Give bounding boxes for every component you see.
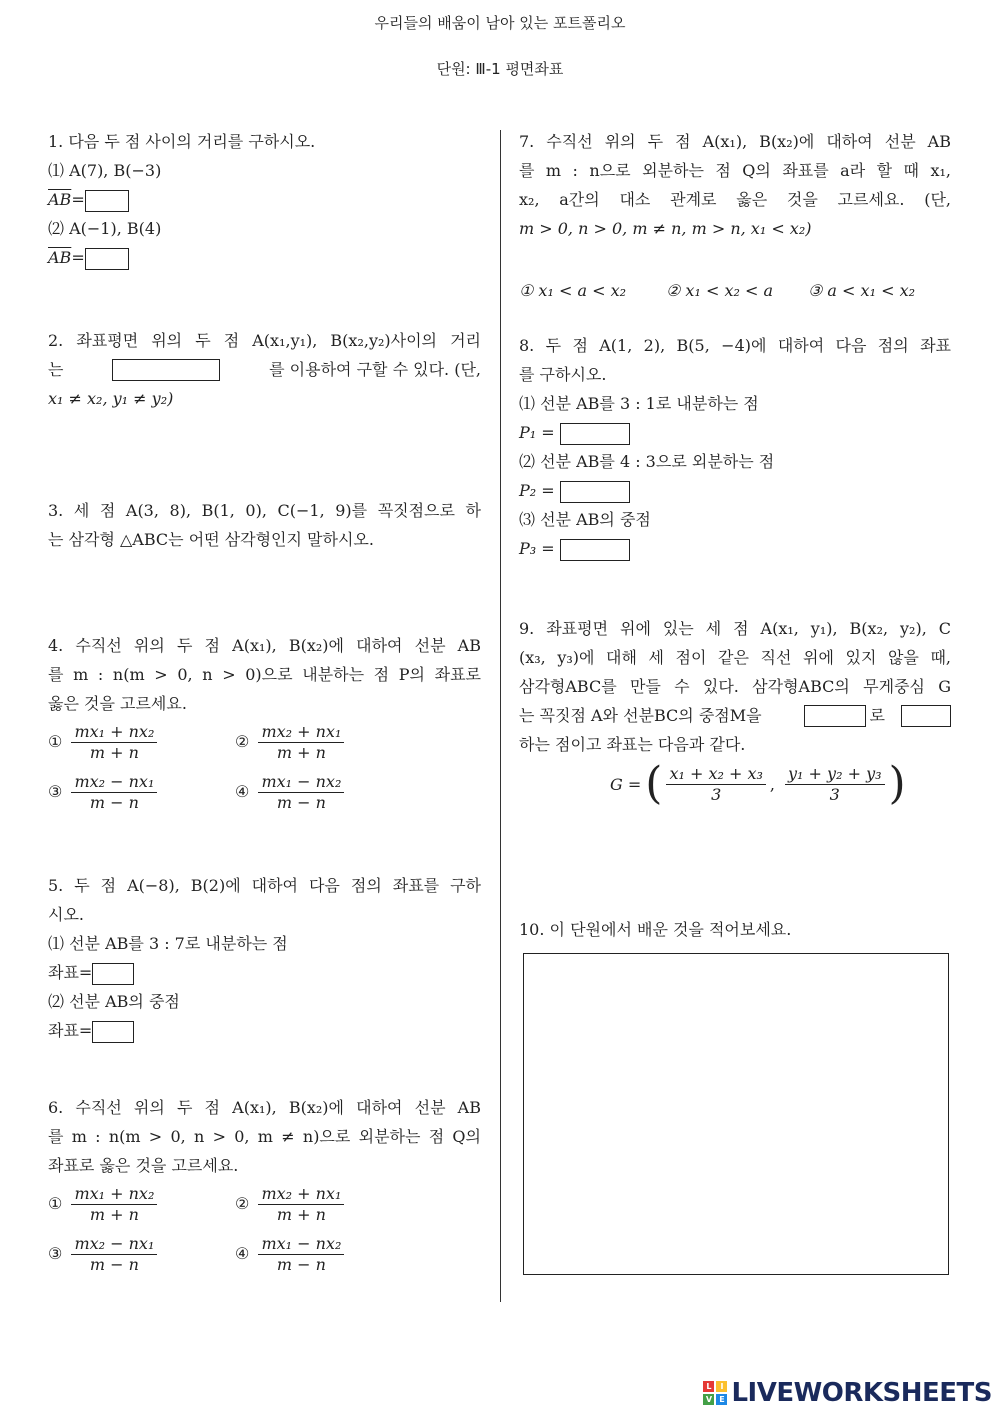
question-2	[48, 326, 481, 413]
option-numerator: mx₁ − nx₂	[258, 1234, 344, 1255]
question-2-line-2a: 는	[48, 360, 64, 379]
option-numerator: mx₂ − nx₁	[71, 1234, 157, 1255]
q7-option-2[interactable]: ② x₁ < x₂ < a	[666, 281, 773, 300]
q6-option-2[interactable]	[235, 1184, 348, 1225]
option-mark: ④	[235, 1244, 250, 1263]
question-1-part-1: ⑴ A(7), B(−3)	[48, 161, 162, 180]
question-6	[48, 1093, 481, 1180]
question-10-stem: 10. 이 단원에서 배운 것을 적어보세요.	[519, 920, 792, 939]
centroid-y-denominator: 3	[829, 784, 840, 804]
question-7-line-2: 를 m : n으로 외분하는 점 Q의 좌표를 a라 할 때 x₁,	[519, 161, 951, 180]
q5-answer-2-input[interactable]	[92, 1021, 134, 1043]
equals-sign: =	[71, 248, 85, 267]
question-4-line-2: 를 m : n(m > 0, n > 0)으로 내분하는 점 P의 좌표로	[48, 665, 481, 684]
question-6-line-3: 좌표로 옳은 것을 고르세요.	[48, 1156, 239, 1175]
logo-block: I	[716, 1381, 727, 1392]
centroid-label: G =	[610, 774, 642, 794]
q4-option-2[interactable]	[235, 722, 348, 763]
segment-ab-label: $\overline{AB}$	[48, 190, 72, 209]
segment-ab-label: $\overline{AB}$	[48, 248, 72, 267]
q4-option-3[interactable]	[48, 772, 161, 813]
p3-label: P₃ =	[519, 539, 555, 558]
q6-option-4[interactable]	[235, 1234, 348, 1275]
question-1-stem: 1. 다음 두 점 사이의 거리를 구하시오.	[48, 132, 316, 151]
question-8-part-3: ⑶ 선분 AB의 중점	[519, 510, 651, 529]
option-denominator: m − n	[89, 1255, 139, 1274]
option-mark: ①	[48, 1194, 63, 1213]
question-5-part-2: ⑵ 선분 AB의 중점	[48, 992, 180, 1011]
centroid-y-numerator: y₁ + y₂ + y₃	[785, 764, 885, 785]
p2-label: P₂ =	[519, 481, 555, 500]
option-mark: ④	[235, 782, 250, 801]
question-5-part-1: ⑴ 선분 AB를 3 : 7로 내분하는 점	[48, 934, 288, 953]
question-8-part-1: ⑴ 선분 AB를 3 : 1로 내분하는 점	[519, 394, 759, 413]
option-denominator: m − n	[89, 793, 139, 812]
question-4-line-1: 4. 수직선 위의 두 점 A(x₁), B(x₂)에 대하여 선분 AB	[48, 636, 481, 655]
question-9-line-4b: 로	[869, 706, 885, 725]
question-9-line-3: 삼각형ABC를 만들 수 있다. 삼각형ABC의 무게중심 G	[519, 677, 951, 696]
option-denominator: m + n	[276, 1205, 326, 1224]
column-divider	[500, 130, 501, 1302]
q8-answer-1-input[interactable]	[560, 423, 630, 445]
unit-label: 단원: Ⅲ-1 평면좌표	[436, 60, 564, 78]
question-8-line-2: 를 구하시오.	[519, 365, 607, 384]
q5-answer-1-input[interactable]	[92, 963, 134, 985]
centroid-x-denominator: 3	[711, 784, 722, 804]
question-7-line-1: 7. 수직선 위의 두 점 A(x₁), B(x₂)에 대하여 선분 AB	[519, 132, 951, 151]
question-9-line-2: (x₃, y₃)에 대해 세 점이 같은 직선 위에 있지 않을 때,	[519, 648, 951, 667]
option-denominator: m + n	[276, 743, 326, 762]
option-numerator: mx₂ + nx₁	[258, 722, 344, 743]
question-3	[48, 496, 481, 554]
option-denominator: m − n	[276, 1255, 326, 1274]
question-6-line-2: 를 m : n(m > 0, n > 0, m ≠ n)으로 외분하는 점 Q의	[48, 1127, 481, 1146]
q9-answer-2-input[interactable]	[901, 705, 951, 727]
question-6-line-1: 6. 수직선 위의 두 점 A(x₁), B(x₂)에 대하여 선분 AB	[48, 1098, 481, 1117]
question-2-line-1: 2. 좌표평면 위의 두 점 A(x₁,y₁), B(x₂,y₂)사이의 거리	[48, 331, 481, 350]
question-3-line-1: 3. 세 점 A(3, 8), B(1, 0), C(−1, 9)를 꼭짓점으로 하	[48, 501, 481, 520]
question-9	[519, 614, 951, 759]
question-9-line-4a: 는 꼭짓점 A와 선분BC의 중점M을	[519, 706, 762, 725]
q7-option-1[interactable]: ① x₁ < a < x₂	[519, 281, 626, 300]
question-8	[519, 331, 951, 563]
option-denominator: m + n	[89, 743, 139, 762]
option-numerator: mx₂ + nx₁	[258, 1184, 344, 1205]
q1-answer-1-input[interactable]	[85, 190, 129, 212]
option-mark: ③	[48, 1244, 63, 1263]
question-1	[48, 127, 488, 272]
q6-option-1[interactable]	[48, 1184, 161, 1225]
q7-option-3[interactable]: ③ a < x₁ < x₂	[808, 281, 915, 300]
option-mark: ②	[235, 1194, 250, 1213]
p1-label: P₁ =	[519, 423, 555, 442]
question-7-line-3: x₂, a간의 대소 관계로 옳은 것을 고르세요. (단,	[519, 190, 951, 209]
question-4-line-3: 옳은 것을 고르세요.	[48, 694, 187, 713]
q6-option-3[interactable]	[48, 1234, 161, 1275]
coord-label: 좌표=	[48, 963, 93, 982]
q8-answer-2-input[interactable]	[560, 481, 630, 503]
question-1-part-2: ⑵ A(−1), B(4)	[48, 219, 162, 238]
q2-formula-input[interactable]	[112, 359, 220, 381]
question-5-line-2: 시오.	[48, 905, 84, 924]
coord-label: 좌표=	[48, 1021, 93, 1040]
option-numerator: mx₁ + nx₂	[71, 1184, 157, 1205]
logo-blocks	[703, 1381, 727, 1405]
left-paren: (	[645, 758, 663, 809]
logo-block: V	[703, 1394, 714, 1405]
question-9-line-5: 하는 점이고 좌표는 다음과 같다.	[519, 735, 746, 754]
formula-comma: ,	[769, 774, 776, 794]
option-numerator: mx₁ − nx₂	[258, 772, 344, 793]
question-7-condition: m > 0, n > 0, m ≠ n, m > n, x₁ < x₂)	[519, 219, 812, 238]
option-numerator: mx₂ − nx₁	[71, 772, 157, 793]
question-5-line-1: 5. 두 점 A(−8), B(2)에 대하여 다음 점의 좌표를 구하	[48, 876, 481, 895]
question-8-part-2: ⑵ 선분 AB를 4 : 3으로 외분하는 점	[519, 452, 775, 471]
option-mark: ②	[235, 732, 250, 751]
question-3-line-2: 는 삼각형 △ABC는 어떤 삼각형인지 말하시오.	[48, 530, 374, 549]
right-paren: )	[888, 758, 906, 809]
question-9-line-1: 9. 좌표평면 위에 있는 세 점 A(x₁, y₁), B(x₂, y₂), C	[519, 619, 951, 638]
q4-option-1[interactable]	[48, 722, 161, 763]
option-denominator: m + n	[89, 1205, 139, 1224]
question-5	[48, 871, 481, 1045]
option-numerator: mx₁ + nx₂	[71, 722, 157, 743]
liveworksheets-logo	[703, 1378, 992, 1408]
q9-answer-1-input[interactable]	[804, 705, 866, 727]
option-mark: ③	[48, 782, 63, 801]
question-7	[519, 127, 951, 243]
q8-answer-3-input[interactable]	[560, 539, 630, 561]
question-2-line-2b: 를 이용하여 구할 수 있다. (단,	[269, 360, 481, 379]
logo-text: LIVEWORKSHEETS	[731, 1378, 992, 1408]
option-denominator: m − n	[276, 793, 326, 812]
logo-block: L	[703, 1381, 714, 1392]
question-4	[48, 631, 481, 718]
worksheet-title: 우리들의 배움이 남아 있는 포트폴리오	[374, 14, 626, 32]
equals-sign: =	[71, 190, 85, 209]
option-mark: ①	[48, 732, 63, 751]
question-2-condition: x₁ ≠ x₂, y₁ ≠ y₂)	[48, 389, 174, 408]
q1-answer-2-input[interactable]	[85, 248, 129, 270]
q4-option-4[interactable]	[235, 772, 348, 813]
question-8-line-1: 8. 두 점 A(1, 2), B(5, −4)에 대하여 다음 점의 좌표	[519, 336, 951, 355]
centroid-x-numerator: x₁ + x₂ + x₃	[666, 764, 765, 785]
centroid-formula	[610, 758, 906, 809]
q10-answer-textarea[interactable]	[523, 953, 949, 1275]
logo-block: E	[716, 1394, 727, 1405]
